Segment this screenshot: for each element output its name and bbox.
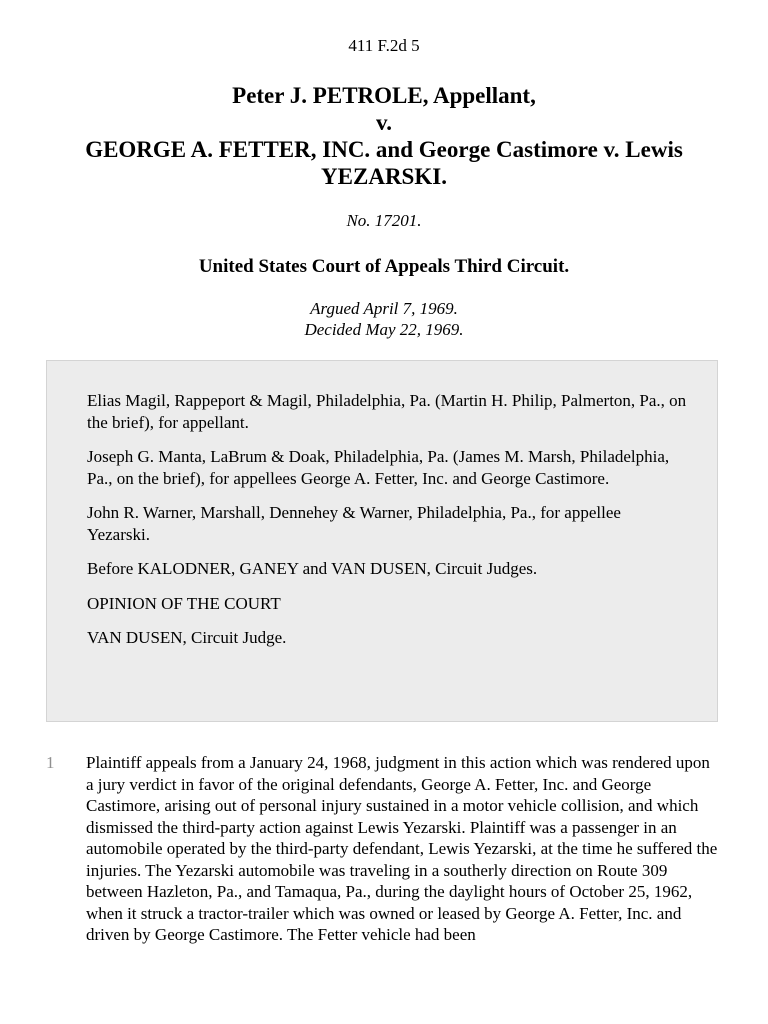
paragraph-text: Plaintiff appeals from a January 24, 1968, judgment in this action which was rendered upon a jury verdict in favor of the original defendants, George A. Fetter, Inc. and George Castimore, arising out of personal injury sustained in a motor vehicle collision, and which dismissed the third-party action against Lewis Yezarski. Plaintiff was a passenger in an automobile operated by the third-party defendant, Lewis Yezarski, at the time he suffered the injuries. The Yezarski automobile was traveling in a southerly direction on Route 309 between Hazleton, Pa., and Tamaqua, Pa., during the daylight hours of October 25, 1962, when it struck a tractor-trailer which was owned or leased by George A. Fetter, Inc. and driven by George Castimore. The Fetter vehicle had been [86,753,718,944]
opinion-author: VAN DUSEN, Circuit Judge. [87,628,287,647]
docket-number: No. 17201. [346,211,422,230]
paragraph-number: 1 [46,753,55,772]
counsel-box-content [87,390,687,662]
counsel-appellant: Elias Magil, Rappeport & Magil, Philadelphia, Pa. (Martin H. Philip, Palmerton, Pa., on the brief), for appellant. [87,391,687,432]
caption-appellant: Peter J. PETROLE, Appellant, [232,83,536,108]
case-dates [0,298,768,340]
counsel-yezarski: John R. Warner, Marshall, Dennehey & Warner, Philadelphia, Pa., for appellee Yezarski. [87,503,621,544]
argued-date: Argued April 7, 1969. [310,299,458,318]
counsel-box [46,360,718,722]
court-name: United States Court of Appeals Third Circuit. [198,256,570,277]
panel-judges: Before KALODNER, GANEY and VAN DUSEN, Circuit Judges. [87,559,538,578]
decided-date: Decided May 22, 1969. [304,320,464,339]
counsel-appellees: Joseph G. Manta, LaBrum & Doak, Philadelphia, Pa. (James M. Marsh, Philadelphia, Pa., on the brief), for appellees George A. Fetter, Inc. and George Castimore. [87,447,670,488]
caption-appellees: GEORGE A. FETTER, INC. and George Castimore v. Lewis YEZARSKI. [85,137,683,189]
caption-versus: v. [376,110,392,135]
opinion-heading: OPINION OF THE COURT [87,593,281,613]
citation: 411 F.2d 5 [348,36,420,55]
case-caption [40,82,728,190]
